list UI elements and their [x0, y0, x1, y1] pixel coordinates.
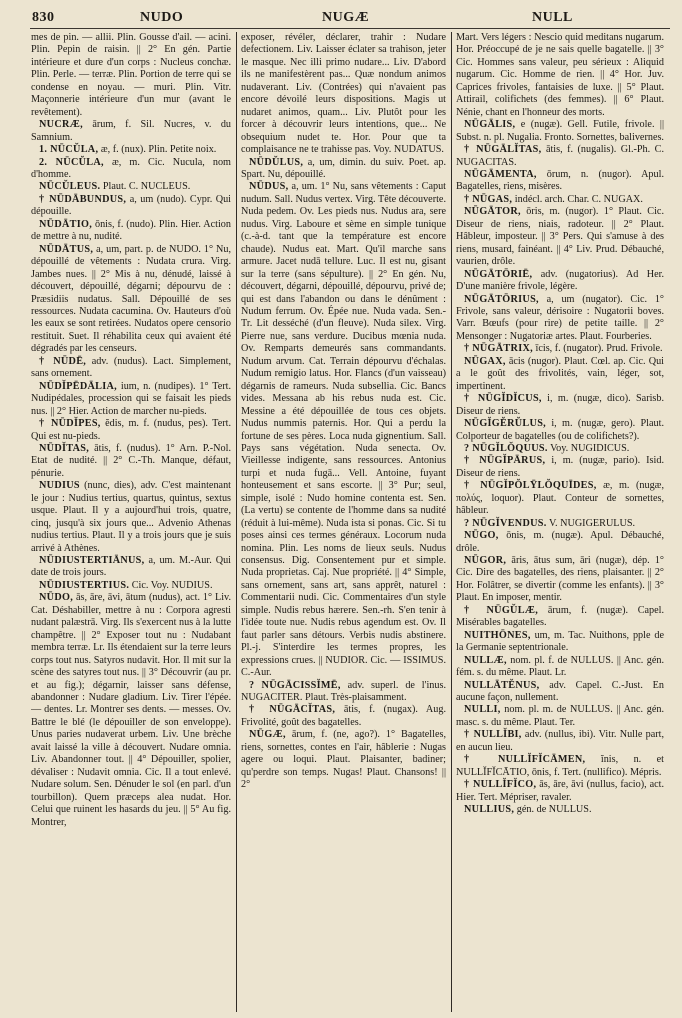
entry-definition: Voy. NUGIDICUS. — [550, 442, 630, 454]
entry-definition: æ, m. (nugæ, πολύς, loquor). Plaut. Conteur de sornettes, hâbleur. — [456, 480, 664, 517]
column-right — [456, 32, 664, 1014]
entry-headword: ? NŪGĬLŎQUUS. — [464, 442, 548, 454]
entry-definition: a, um (nudo). Cypr. Qui dépouille. — [31, 193, 231, 218]
dictionary-entry — [241, 157, 446, 182]
entry-definition: (nunc, dies), adv. C'est maintenant le jour : Nudius tertius, quartus, quintus, sextus usque. Plaut. Il y a aujourd'hui trois, quatre, cinq, jusqu'à six jours que... Advenio Athenas nudius tertius. Plaut. Il y a trois jours que je suis arrivé à Athènes. — [31, 480, 231, 554]
entry-headword: NŪGĀTŌRIĒ, — [464, 268, 533, 280]
entry-definition: mes de pin. — allii. Plin. Gousse d'ail. — acini. Plin. Pepin de raisin. || 2° En gén. Partie intérieure et dure d'un corps : Nucleus conchæ. Plin. Perle. — terræ. Plin. Portion de terre qui se condense en noyau. — muri. Plin. Vitr. Maçonnerie intérieure d'un mur (avant le revêtement). — [31, 32, 231, 118]
entry-definition: adv. (nugatorius). Ad Her. D'une manière frivole, légère. — [456, 268, 664, 293]
entry-headword: † NŪGĬPĀRUS, — [464, 455, 546, 467]
dictionary-entry — [456, 530, 664, 555]
dictionary-entry — [31, 356, 231, 381]
dictionary-entry — [241, 729, 446, 791]
entry-definition: ōrum, n. (nugor). Apul. Bagatelles, riens, misères. — [456, 168, 664, 193]
entry-definition: a, um, dimin. du suiv. Poet. ap. Spart. Nu, dépouillé. — [241, 156, 446, 180]
entry-headword: NŪDIUSTERTIUS. — [39, 579, 130, 591]
dictionary-entry — [456, 356, 664, 393]
entry-headword: † NULLĬFĬCO, — [464, 779, 537, 791]
entry-headword: NULLI, — [464, 704, 501, 716]
entry-headword: NŪDĀTIO, — [39, 218, 93, 230]
entry-headword: NUCRÆ, — [39, 119, 83, 131]
page-number: 830 — [32, 10, 55, 25]
entry-headword: NUDIUS — [39, 480, 80, 492]
dictionary-entry — [456, 754, 664, 779]
dictionary-entry — [31, 592, 231, 829]
entry-headword: NŪDĬTAS, — [39, 442, 90, 454]
dictionary-entry — [241, 704, 446, 729]
dictionary-entry — [456, 729, 664, 754]
dictionary-entry — [241, 181, 446, 679]
dictionary-entry — [31, 480, 231, 555]
dictionary-entry — [456, 704, 664, 729]
entry-headword: NŪGAX, — [464, 355, 506, 367]
dictionary-entry — [31, 443, 231, 480]
entry-definition: nom. pl. m. de NULLUS. || Anc. gén. masc. s. du même. Plaut. Ter. — [456, 704, 664, 728]
entry-definition: īcis, f. (nugator). Prud. Frivole. — [535, 343, 663, 355]
entry-headword: † NŪGĀCĬTAS, — [249, 704, 336, 716]
entry-headword: † NŪDĬPES, — [39, 418, 101, 430]
entry-definition: um, m. Tac. Nuithons, pple de la Germanie septentrionale. — [456, 629, 664, 654]
entry-headword: ? NŪGĀCISSĬMĒ, — [249, 679, 341, 691]
dictionary-entry — [456, 206, 664, 268]
dictionary-entry — [31, 580, 231, 592]
entry-headword: † NŪGĀTRIX, — [464, 343, 533, 355]
center-running-head: NUGÆ — [322, 10, 370, 25]
entry-headword: NŪGOR, — [464, 555, 507, 567]
dictionary-entry — [241, 32, 446, 157]
entry-headword: 1. NŪCŬLA, — [39, 144, 99, 156]
entry-definition: āris, ātus sum, āri (nugæ), dép. 1° Cic. Dire des bagatelles, des riens, plaisanter. || 2° Hor. Folâtrer, se divertir (comme les enfants). || 3° Plaut. En imposer, mentir. — [456, 555, 664, 604]
entry-definition: ās, āre, āvi (nullus, facio), act. Hier. Tert. Mépriser, ravaler. — [456, 779, 664, 803]
entry-headword: NŪDUS, — [249, 181, 289, 193]
dictionary-entry — [31, 144, 231, 156]
entry-definition: ās, āre, āvi, ātum (nudus), act. 1° Liv. Cat. Déshabiller, mettre à nu : Corpora agresti nudant palæstrā. Virg. Ils s'exercent nus à la lutte champêtre. || 2° Exposer tout nu : Nudabant membra terræ. Lr. Ils étendaient sur la terre leurs corps tout nus. Satyros nudavit. Hor. Il mit sur la scène des satyres tout nus. || 3° Découvrir (au pr. et au fig.); dégarnir, laisser sans défense, abandonner : Nudare gladium. Liv. Tirer l'épée. — dentes. Lr. Montrer ses dents. — messes. Ov. Battre le blé (le dépouiller de son enveloppe). Unus paries nudaverat urbem. Liv. Une brèche avait laissé la ville à découvert. Nudare omnia. Liv. Abandonner tout. || 4° Dépouiller, spolier, dévaliser : Nudavit omnia. Cic. Il a tout enlevé. Nudare solum. Sen. Dénuder le sol (en parl. d'un tourbillon). Quem præceps alea nudat. Hor. Celui que ruinent les hasards du jeu. || 5° Au fig. Montrer, — [31, 592, 231, 828]
dictionary-entry — [31, 32, 231, 119]
entry-definition: i, m. (nugæ, gero). Plaut. Colporteur de bagatelles (ou de colifichets?). — [456, 418, 664, 442]
entry-definition: ārum, f. Sil. Nucres, v. du Samnium. — [31, 119, 231, 143]
dictionary-entry — [241, 680, 446, 705]
dictionary-entry — [456, 194, 664, 206]
entry-definition: e (nugæ). Gell. Futile, frivole. || Subst. n. pl. Nugalia. Fronto. Sornettes, balivernes. — [456, 119, 664, 143]
entry-definition: Mart. Vers légers : Nescio quid meditans nugarum. Hor. Préoccupé de je ne sais quelle bagatelle. || 3° Cic. Hommes sans valeur, peu sérieux : Aliquid nugarum. Cic. Homme de rien. || 4° Hor. Juv. Caprices frivoles, fantaisies de luxe. || 5° Plaut. Attirail, colifichets (des femmes). || 6° Plaut. Nénie, chant en l'honneur des morts. — [456, 32, 664, 118]
dictionary-entry — [31, 555, 231, 580]
entry-definition: a, um, part. p. de NUDO. 1° Nu, dépouillé de vêtements : Nudata crura. Virg. Jambes nues. || 2° Mis à nu, dénudé, laissé à découvert, dépouillé, dégarni; dépourvu de : Præsidiis nudatus. Sall. Dépouillé de ses ressources. Nudata cacumina. Ov. Hauteurs d'où les eaux se sont retirées. Nudatos opere censorio restituit. Suet. Il réhabilita ceux qui avaient été dégradés par les censeurs. — [31, 243, 231, 355]
entry-headword: NUITHŌNES, — [464, 629, 531, 641]
entry-definition: a, um (nugator). Cic. 1° Frivole, sans valeur, dérisoire : Nugatorii boves. Varr. Bœufs (pour rire) de petite taille. || 2° Mensonger : Nugatoriæ artes. Plaut. Fourberies. — [456, 293, 664, 342]
entry-headword: NŪGĀLIS, — [464, 119, 516, 131]
entry-headword: NŪGĬGĔRŬLUS, — [464, 418, 547, 430]
right-running-head: NULL — [532, 10, 573, 25]
dictionary-entry — [31, 119, 231, 144]
entry-headword: 2. NŪCŬLA, — [39, 156, 104, 168]
entry-definition: i, m. (nugæ, dico). Sarisb. Diseur de riens. — [456, 393, 664, 417]
dictionary-entry — [456, 119, 664, 144]
dictionary-entry — [456, 269, 664, 294]
column-left — [31, 32, 231, 1014]
entry-definition: nom. pl. f. de NULLUS. || Anc. gén. fém. s. du même. Plaut. Lr. — [456, 654, 664, 679]
entry-headword: NŪDŬLUS, — [249, 156, 304, 168]
dictionary-entry — [31, 219, 231, 244]
dictionary-entry — [31, 418, 231, 443]
entry-headword: NŪDĀTUS, — [39, 243, 94, 255]
entry-headword: NULLÆ, — [464, 654, 507, 666]
entry-definition: ārum, f. (ne, ago?). 1° Bagatelles, riens, sornettes, contes en l'air, hâblerie : Nugas agere ou loqui. Plaut. Plaisanter, badiner; qu'perdre son temps. Nugas! Plaut. Chansons! || 2° — [241, 729, 446, 791]
column-divider — [236, 32, 237, 1012]
entry-definition: ĕdis, m. f. (nudus, pes). Tert. Qui est nu-pieds. — [31, 418, 231, 442]
entry-headword: ? NŪGĬVENDUS. — [464, 517, 547, 529]
entry-definition: V. NUGIGERULUS. — [548, 517, 636, 529]
entry-headword: NULLIUS, — [464, 804, 515, 816]
entry-headword: † NŪDĒ, — [39, 355, 87, 367]
entry-headword: NŪDO, — [39, 592, 74, 604]
dictionary-entry — [31, 244, 231, 356]
dictionary-entry — [456, 518, 664, 530]
entry-definition: adv. superl. de l'inus. NUGACITER. Plaut. Très-plaisamment. — [241, 679, 446, 704]
entry-definition: a, um. M.-Aur. Qui date de trois jours. — [31, 555, 231, 579]
entry-headword: † NŪGĬDĬCUS, — [464, 393, 542, 405]
dictionary-entry — [456, 480, 664, 517]
dictionary-entry — [456, 779, 664, 804]
entry-definition: ium, n. (nudipes). 1° Tert. Nudipédales, procession qui se faisait les pieds nus. || 2° Hier. Action de marcher nu-pieds. — [31, 380, 231, 417]
entry-definition: adv. (nudus). Lact. Simplement, sans ornement. — [31, 355, 231, 380]
entry-headword: NŪCŬLEUS. — [39, 181, 101, 193]
column-middle — [241, 32, 446, 1014]
entry-headword: † NULLĬBI, — [464, 729, 522, 741]
entry-definition: Plaut. C. NUCLEUS. — [102, 181, 191, 193]
entry-definition: gén. de NULLUS. — [516, 804, 592, 816]
entry-headword: NULLĀTĔNUS, — [464, 679, 540, 691]
dictionary-entry — [31, 381, 231, 418]
dictionary-entry — [456, 343, 664, 355]
entry-definition: æ, m. Cic. Nucula, nom d'homme. — [31, 156, 231, 180]
entry-definition: ōnis, m. (nugæ). Apul. Débauché, drôle. — [456, 530, 664, 554]
entry-definition: æ, f. (nux). Plin. Petite noix. — [100, 144, 217, 156]
entry-headword: NŪGĀTŌRIUS, — [464, 293, 539, 305]
header-rule — [30, 28, 670, 29]
dictionary-entry — [456, 455, 664, 480]
dictionary-entry — [31, 157, 231, 182]
dictionary-entry — [456, 655, 664, 680]
entry-headword: † NŪGĬPŎLȲLŎQUĪDES, — [464, 480, 597, 492]
dictionary-entry — [456, 294, 664, 344]
dictionary-entry — [456, 144, 664, 169]
entry-definition: i, m. (nugæ, pario). Isid. Diseur de riens. — [456, 455, 664, 479]
entry-definition: exposer, révéler, déclarer, trahir : Nudare defectionem. Liv. Laisser éclater sa trahison, jeter le masque. Nec illi primo nudare... Liv. D'abord ils ne manifestèrent pas... Quæ nondum animos nudaverant. Liv. (Contrées) qui n'avaient pas encore dévoilé leurs dispositions. Magis ut nudaret animos, quam... Liv. Plutôt pour les forcer à découvrir leurs intentions, que... Ne obsequium nudet te. Hor. Pour que ta complaisance ne te trahisse pas. Voy. NUDATUS. — [241, 32, 446, 156]
entry-definition: a, um. 1° Nu, sans vêtements : Caput nudum. Sall. Nudus vertex. Virg. Tête découverte. Nuda pedem. Ov. Les pieds nus. Nudus ara, sere nudus. Virg. Laboure et sème en simple tunique (c.-à-d. tant que la température est encore chaude). Nudus eat. Mart. Qu'il marche sans armure. Jacet nudā tellure. Luc. Il est nu, gisant sur la terre (sans sépulture). || 2° En gén. Nu, découvert, dégarni, dépouillé, dépourvu, privé de; qui est dans l'abandon ou dans le dénûment : Nudum ferrum. Ov. Épée nue. Nuda vada. Sen.-Tr. Lit desséché (d'un fleuve). Nuda silex. Virg. Pierre nue, sans verdure. Ducibus mœnia nuda. Ov. Remparts demeurés sans commandants. Nudum arvum. Cat. Terrain dépourvu d'échalas. Nudum remigio latus. Hor. Flancs (d'un vaisseau) dégarnis de rameurs. Nuda subsellia. Cic. Bancs vides. Messana ab his rebus nuda est. Cic. Messine a été dépouillée de tous ces objets. Nudus nummis paternis. Hor. Qui a perdu la fortune de ses pères. Loca nuda gignentium. Sall. Pays sans végétation. Nuda senecta. Ov. Vieillesse indigente, sans ressources. Antonius turpi et nuda fugā... Vell. Antoine, fuyant honteusement et sans escorte. || 3° Pur; seul, simple, isolé : Nudo homine contenta est. Sen. (La vertu) se contente de l'homme dans sa nudité (réduit à lui-même). Nuda ista si ponas. Cic. Si tu poses ainsi ces termes généraux. Locorum nuda nomina. Plin. Les noms de lieux seuls. Nudus consensus. Dig. Consentement pur et simple. Nuda proprietas. Caj. Nue propriété. || 4° Simple, sans ornement, sans art, sans apprêt, naturel : Commentarii nudi. Cic. Commentaires d'un style simple. Nudis rebus hærere. Sen.-rh. S'en tenir à l'idée toute nue. Nudis rebus agendum est. Ov. Il faut parler sans détours. Verbis nudis abstinere. Pl.-j. S'interdire les termes propres, les expressions crues. || NUDIOR. Cic. — ISSIMUS. C.-Aur. — [241, 181, 446, 679]
entry-headword: † NŪGAS, — [464, 193, 513, 205]
entry-definition: indécl. arch. Char. C. NUGAX. — [514, 193, 643, 205]
entry-headword: † NULLĬFĬCĀMEN, — [464, 754, 586, 766]
page-header — [0, 0, 682, 30]
entry-definition: ārum, f. (nugæ). Capel. Misérables bagatelles. — [456, 604, 664, 629]
entry-headword: † NŪGĀLĬTAS, — [464, 144, 542, 156]
entry-headword: † NŪGŬLÆ, — [464, 604, 539, 616]
entry-definition: ācis (nugor). Plaut. Cœl. ap. Cic. Qui a le goût des frivolités, vain, léger, sot, impertinent. — [456, 355, 664, 392]
column-divider — [451, 32, 452, 1012]
dictionary-entry — [456, 630, 664, 655]
entry-definition: Cic. Voy. NUDIUS. — [131, 579, 213, 591]
entry-headword: NŪGĀMENTA, — [464, 168, 537, 180]
entry-definition: ātis, f. (nudus). 1° Arn. P.-Nol. Etat de nudité. || 2° C.-Th. Manque, défaut, pénurie. — [31, 442, 231, 479]
entry-definition: ātis, f. (nugax). Aug. Frivolité, goût des bagatelles. — [241, 704, 446, 728]
dictionary-entry — [456, 605, 664, 630]
entry-definition: ōnis, f. (nudo). Plin. Hier. Action de mettre à nu, nudité. — [31, 218, 231, 243]
entry-headword: NŪGĀTOR, — [464, 206, 521, 218]
entry-definition: ĭnis, n. et NULLĬFĬCĀTIO, ōnis, f. Tert. (nullifico). Mépris. — [456, 754, 664, 778]
dictionary-entry — [456, 393, 664, 418]
entry-headword: NŪDIUSTERTIĀNUS, — [39, 555, 145, 567]
dictionary-entry — [456, 804, 664, 816]
entry-definition: adv. Capel. C.-Just. En aucune façon, nullement. — [456, 679, 664, 704]
dictionary-entry — [456, 555, 664, 605]
dictionary-entry — [456, 32, 664, 119]
dictionary-entry — [456, 443, 664, 455]
dictionary-entry — [456, 418, 664, 443]
entry-definition: ātis, f. (nugalis). Gl.-Ph. C. NUGACITAS. — [456, 144, 664, 168]
entry-definition: adv. (nullus, ibi). Vitr. Nulle part, en aucun lieu. — [456, 729, 664, 753]
entry-definition: ōris, m. (nugor). 1° Plaut. Cic. Diseur de riens, niais, radoteur. || 2° Plaut. Hâbleur, imposteur. || 3° Pers. Qui s'amuse à des riens, musard, fainéant. || 4° Liv. Prud. Débauché, vaurien, drôle. — [456, 206, 664, 268]
entry-headword: NŪGO, — [464, 530, 499, 542]
left-running-head: NUDO — [140, 10, 184, 25]
entry-headword: † NŪDĀBUNDUS, — [39, 193, 127, 205]
dictionary-entry — [31, 181, 231, 193]
entry-headword: NŪDĬPĒDĀLIA, — [39, 380, 118, 392]
entry-headword: NŪGÆ, — [249, 729, 286, 741]
dictionary-entry — [456, 680, 664, 705]
dictionary-entry — [31, 194, 231, 219]
dictionary-entry — [456, 169, 664, 194]
